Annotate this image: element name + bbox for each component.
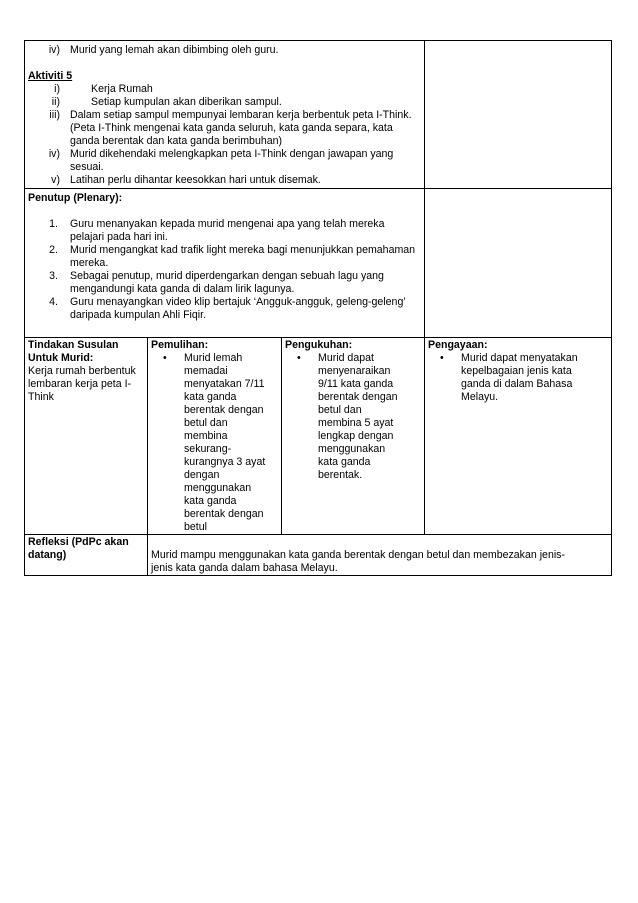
bullet-text-line: berentak. [318,469,363,481]
bullet-text-line: menyenaraikan [318,365,391,377]
tindakan-row [25,338,612,535]
list-item [28,44,421,57]
penutup-title: Penutup (Plenary): [28,192,123,204]
tindakan-body-2: lembaran kerja peta I- [28,378,132,390]
item-number: ii) [51,96,60,108]
tindakan-body-1: Kerja rumah berbentuk [28,365,136,377]
bullet-text-line: Melayu. [461,391,499,403]
pengayaan-title: Pengayaan: [428,339,488,351]
bullet-text-line: betul dan [318,404,362,416]
bullet-text-line: berentak dengan [184,404,264,416]
item-text: Murid yang lemah akan dibimbing oleh guru. [70,44,279,56]
bullet-text-line: 9/11 kata ganda [318,378,394,390]
item-text-line: mengandungi kata ganda di dalam lirik lagunya. [70,283,295,295]
item-number: v) [51,174,60,186]
activity-cell [25,41,425,189]
item-text-line: daripada kumpulan Ahli Fiqir. [70,309,207,321]
bullet-text-line: memadai [184,365,228,377]
item-text-line: Murid mengangkat kad trafik light mereka bagi menunjukkan pemahaman [70,244,416,256]
refleksi-body-2: jenis kata ganda dalam bahasa Melayu. [151,562,338,574]
penutup-notes-cell [425,189,612,338]
bullet-text-line: • Murid dapat [318,352,374,364]
list-item [28,174,421,187]
refleksi-title-cell [25,535,148,576]
bullet-text-line: • Murid dapat menyatakan [461,352,578,364]
item-text-line: (Peta I-Think mengenai kata ganda seluruh, kata ganda separa, kata [70,122,393,134]
penutup-row [25,189,612,338]
bullet-text-line: kurangnya 3 ayat [184,456,266,468]
activity-notes-cell [425,41,612,189]
item-text-line: pelajari pada hari ini. [70,231,168,243]
refleksi-body-1: Murid mampu menggunakan kata ganda berentak dengan betul dan membezakan jenis- [151,549,566,561]
bullet-text-line: kepelbagaian jenis kata [461,365,572,377]
penutup-list [28,218,421,322]
bullet-text-line: ganda di dalam Bahasa [461,378,573,390]
bullet-text-line: lengkap dengan [318,430,394,442]
tindakan-body-3: Think [28,391,54,403]
item-text-line: ganda berentak dan kata ganda berimbuhan) [70,135,283,147]
bullet-text-line: betul [184,521,207,533]
activity-row [25,41,612,189]
list-item [28,218,421,244]
bullet-text-line: membina 5 ayat [318,417,394,429]
bullet-text-line: • Murid lemah [184,352,243,364]
bullet-text-line: dengan [184,469,220,481]
item-number: 1. [49,218,58,230]
bullet-text-line: berentak dengan [318,391,398,403]
item-text-line: Kerja Rumah [91,83,153,95]
pengukuhan-cell [282,338,425,535]
list-item [28,109,421,148]
item-number: iv) [48,44,60,56]
list-item [28,296,421,322]
item-text-line: Dalam setiap sampul mempunyai lembaran kerja berbentuk peta I-Think. [70,109,412,121]
item-number: iv) [48,148,60,160]
bullet-text-line: kata ganda [318,456,371,468]
list-item [28,270,421,296]
item-number: i) [54,83,60,95]
pengayaan-cell [425,338,612,535]
aktiviti-list [28,83,421,187]
item-number: 3. [49,270,58,282]
bullet-text-line: menggunakan [184,482,252,494]
list-item [28,83,421,96]
bullet-text-line: membina [184,430,228,442]
item-number: 4. [49,296,58,308]
refleksi-row [25,535,612,576]
bullet-text-line: betul dan [184,417,228,429]
bullet-text-line: berentak dengan [184,508,264,520]
pengayaan-bullet [428,352,608,404]
refleksi-title-2: datang) [28,549,67,561]
pengukuhan-title: Pengukuhan: [285,339,353,351]
item-text-line: Latihan perlu dihantar keesokkan hari untuk disemak. [70,174,321,186]
item-number: iii) [49,109,60,121]
bullet-text-line: kata ganda [184,495,237,507]
pemulihan-cell [148,338,282,535]
refleksi-body-cell [148,535,612,576]
item-number: 2. [49,244,58,256]
pemulihan-title: Pemulihan: [151,339,209,351]
item-text-line: Setiap kumpulan akan diberikan sampul. [91,96,282,108]
tindakan-title-2: Untuk Murid: [28,352,94,364]
bullet-text-line: sekurang- [184,443,232,455]
bullet-text-line: kata ganda [184,391,237,403]
pemulihan-bullet [151,352,278,534]
pengukuhan-bullet [285,352,421,482]
list-item [28,96,421,109]
refleksi-title-1: Refleksi (PdPc akan [28,536,129,548]
aktiviti-title: Aktiviti 5 [28,70,73,82]
lesson-plan-table [24,40,612,576]
item-text-line: mereka. [70,257,109,269]
item-text-line: Sebagai penutup, murid diperdengarkan dengan sebuah lagu yang [70,270,384,282]
bullet-text-line: menyatakan 7/11 [184,378,265,390]
tindakan-cell [25,338,148,535]
item-text-line: Murid dikehendaki melengkapkan peta I-Think dengan jawapan yang [70,148,394,160]
list-item [28,244,421,270]
item-text-line: Guru menanyakan kepada murid mengenai apa yang telah mereka [70,218,385,230]
bullet-text-line: menggunakan [318,443,386,455]
tindakan-title-1: Tindakan Susulan [28,339,119,351]
list-item [28,148,421,174]
item-text-line: sesuai. [70,161,104,173]
penutup-cell [25,189,425,338]
item-text-line: Guru menayangkan video klip bertajuk ‘Angguk-angguk, geleng-geleng’ [70,296,406,308]
